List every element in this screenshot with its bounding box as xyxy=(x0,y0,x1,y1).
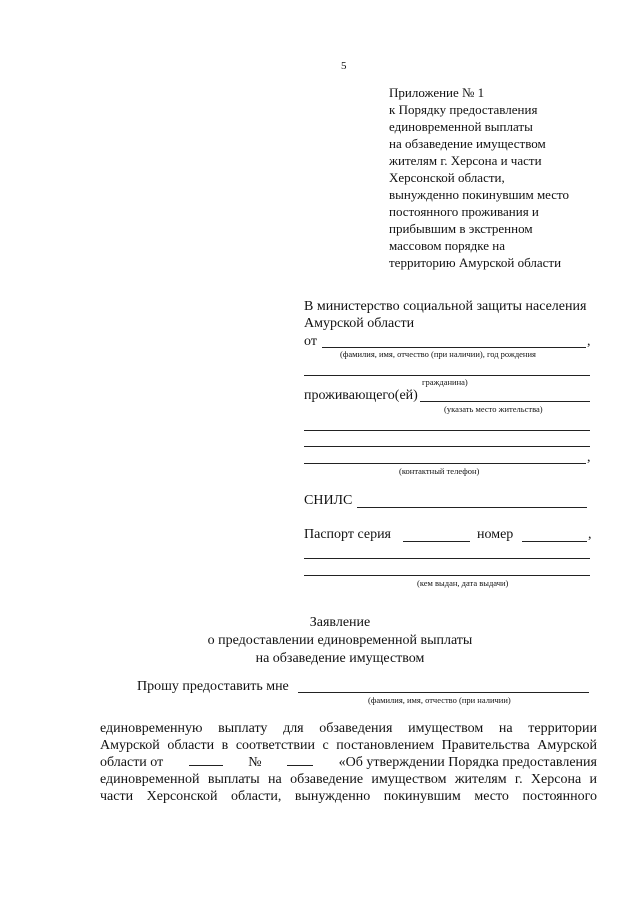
citizen-caption: гражданина) xyxy=(422,377,468,387)
residence-field-2[interactable] xyxy=(304,430,590,431)
body-paragraph xyxy=(100,720,597,805)
appendix-line: территорию Амурской области xyxy=(389,255,562,270)
body-fragment: области от xyxy=(100,755,164,770)
statement-title: Заявление xyxy=(309,615,371,630)
passport-series-field[interactable] xyxy=(403,541,470,542)
appendix-line: вынужденно покинувшим место xyxy=(389,187,570,202)
appendix-line: массовом порядке на xyxy=(389,238,506,253)
citizen-field[interactable] xyxy=(304,375,590,376)
passport-number-field[interactable] xyxy=(522,541,587,542)
appendix-line: на обзаведение имуществом xyxy=(389,136,546,151)
addressee-line-1: В министерство социальной защиты населения xyxy=(304,299,587,314)
addressee-line-2: Амурской области xyxy=(304,316,415,331)
passport-series-label: Паспорт серия xyxy=(304,527,391,542)
snils-field[interactable] xyxy=(357,507,587,508)
appendix-block xyxy=(389,84,629,271)
page-number: 5 xyxy=(341,60,347,72)
phone-field[interactable] xyxy=(304,463,586,464)
comma: , xyxy=(587,450,591,465)
appendix-line: жителям г. Херсона и части xyxy=(389,153,542,168)
request-fio-caption: (фамилия, имя, отчество (при наличии) xyxy=(368,695,511,705)
comma: , xyxy=(587,334,591,349)
issued-caption: (кем выдан, дата выдачи) xyxy=(417,578,509,588)
body-line: части Херсонской области, вынужденно покинувшим место постоянного xyxy=(100,789,597,804)
snils-label: СНИЛС xyxy=(304,493,353,508)
residence-field-3[interactable] xyxy=(304,446,590,447)
body-line: Амурской области в соответствии с постановлением Правительства Амурской xyxy=(100,738,597,753)
phone-caption: (контактный телефон) xyxy=(399,466,480,476)
appendix-line: Приложение № 1 xyxy=(389,85,485,100)
passport-issued-field[interactable] xyxy=(304,558,590,559)
residence-field[interactable] xyxy=(420,401,590,402)
body-line: единовременную выплату для обзаведения имуществом на территории xyxy=(100,721,597,736)
body-line: единовременной выплаты на обзаведение имуществом жителям г. Херсона и xyxy=(100,772,597,787)
passport-issued-field-2[interactable] xyxy=(304,575,590,576)
passport-number-label: номер xyxy=(477,527,514,542)
comma: , xyxy=(588,527,592,542)
body-line-with-blanks xyxy=(100,754,597,771)
body-fragment: «Об утверждении Порядка предоставления xyxy=(338,755,597,770)
appendix-line: прибывшим в экстренном xyxy=(389,221,533,236)
appendix-line: Херсонской области, xyxy=(389,170,505,185)
appendix-line: единовременной выплаты xyxy=(389,119,533,134)
date-blank[interactable] xyxy=(189,754,223,766)
body-fragment: № xyxy=(248,755,262,770)
fio-birth-caption: (фамилия, имя, отчество (при наличии), год рождения xyxy=(340,349,536,359)
appendix-line: постоянного проживания и xyxy=(389,204,539,219)
appendix-line: к Порядку предоставления xyxy=(389,102,538,117)
request-fio-field[interactable] xyxy=(298,692,589,693)
number-blank[interactable] xyxy=(287,754,313,766)
fio-birth-field[interactable] xyxy=(322,347,586,348)
statement-subtitle-1: о предоставлении единовременной выплаты xyxy=(207,633,473,648)
residing-label: проживающего(ей) xyxy=(304,388,418,403)
statement-subtitle-2: на обзаведение имуществом xyxy=(255,651,425,666)
from-label: от xyxy=(304,334,317,349)
residence-caption: (указать место жительства) xyxy=(444,404,543,414)
request-label: Прошу предоставить мне xyxy=(137,679,289,694)
